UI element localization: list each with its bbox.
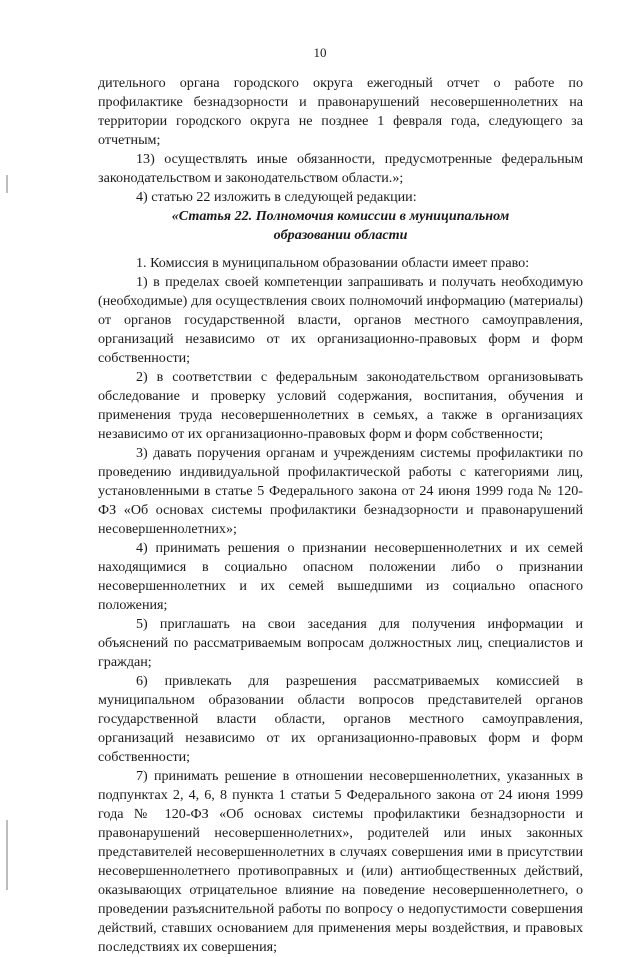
list-item: 5) приглашать на свои заседания для получения информации и объяснений по рассматриваемым вопросам должностных лиц, специалистов и граждан; <box>98 616 583 670</box>
document-body <box>98 74 583 957</box>
page-number: 10 <box>313 45 327 60</box>
paragraph-continuation: дительного органа городского округа ежегодный отчет о работе по профилактике безнадзорности и правонарушений несовершеннолетних на территории городского округа не позднее 1 февраля года, следующего за отчетным; <box>98 75 583 148</box>
paragraph-item-13: 13) осуществлять иные обязанности, предусмотренные федеральным законодательством и законодательством области.»; <box>98 151 583 186</box>
list-item: 6) привлекать для разрешения рассматриваемых комиссией в муниципальном образовании области вопросов представителей органов государственной власти области, органов местного самоуправления, организаций независимо от их организационно-правовых форм и форм собственности; <box>98 673 583 765</box>
scan-edge-mark <box>6 175 8 193</box>
article-heading <box>98 207 583 245</box>
spacer <box>98 245 583 254</box>
paragraph-amendment: 4) статью 22 изложить в следующей редакции: <box>136 189 417 205</box>
list-item: 4) принимать решения о признании несовершеннолетних и их семей находящимися в социально опасном положении либо о признании несовершеннолетних и их семей вышедшими из социально опасного положения; <box>98 540 583 613</box>
list-item: 1. Комиссия в муниципальном образовании области имеет право: <box>136 255 530 271</box>
scan-edge-mark <box>6 820 8 890</box>
list-item: 1) в пределах своей компетенции запрашивать и получать необходимую (необходимые) для осуществления своих полномочий информацию (материалы) от органов государственной власти, органов местного самоуправления, организаций независимо от их организационно-правовых форм и форм собственности; <box>98 274 583 366</box>
article-heading-line-2: образовании области <box>273 227 408 243</box>
article-heading-line-1: «Статья 22. Полномочия комиссии в муниципальном <box>171 208 510 224</box>
list-item: 2) в соответствии с федеральным законодательством организовывать обследование и проверку условий содержания, воспитания, обучения и применения труда несовершеннолетних в семьях, а также в организациях независимо от их организационно-правовых форм и форм собственности; <box>98 369 583 442</box>
list-item: 7) принимать решение в отношении несовершеннолетних, указанных в подпунктах 2, 4, 6, 8 пункта 1 статьи 5 Федерального закона от 24 июня 1999 года № 120-ФЗ «Об основах системы профилактики безнадзорности и правонарушений несовершеннолетних», родителей или иных законных представителей несовершеннолетних в случаях совершения ими в присутствии несовершеннолетнего противоправных и (или) антиобщественных действий, оказывающих отрицательное влияние на поведение несовершеннолетнего, о проведении разъяснительной работы по вопросу о недопустимости совершения действий, ставших основанием для применения меры воздействия, и правовых последствиях их совершения; <box>98 768 583 955</box>
list-item: 3) давать поручения органам и учреждениям системы профилактики по проведению индивидуальной профилактической работы с категориями лиц, установленными в статье 5 Федерального закона от 24 июня 1999 года № 120-ФЗ «Об основах системы профилактики безнадзорности и правонарушений несовершеннолетних»; <box>98 445 583 537</box>
